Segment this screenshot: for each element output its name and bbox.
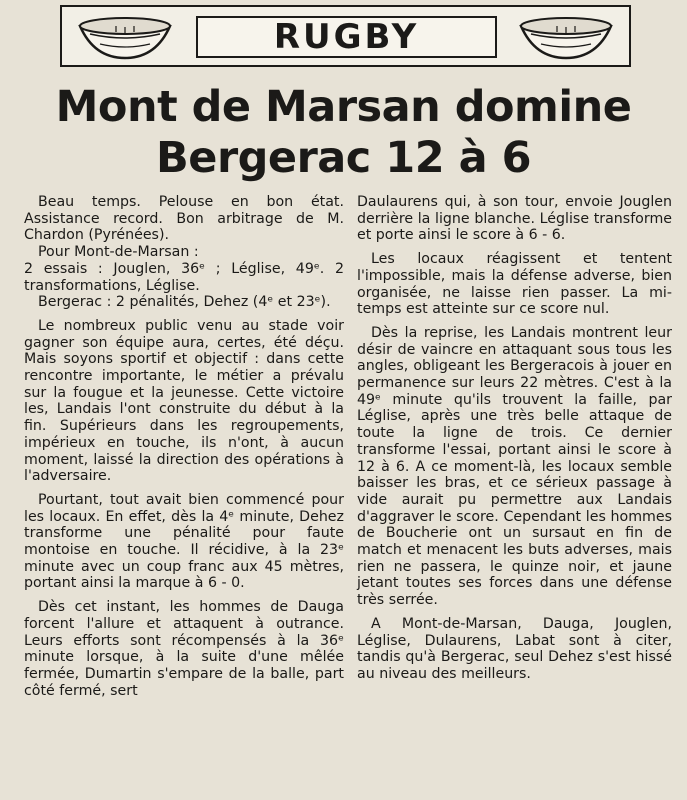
article-paragraph: A Mont-de-Marsan, Dauga, Jouglen, Léglise, Dulaurens, Labat sont à citer, tandis qu'à Bergerac, seul Dehez s'est hissé au niveau des meilleurs.: [357, 615, 672, 682]
section-label-box: [196, 16, 497, 58]
match-info-conditions: Beau temps. Pelouse en bon état. Assistance record. Bon arbitrage de M. Chardon (Pyrénées).: [24, 194, 344, 244]
section-label: RUGBY: [273, 17, 420, 57]
section-banner: [60, 5, 631, 67]
match-info-mont-de-marsan-scoring: 2 essais : Jouglen, 36ᵉ ; Léglise, 49ᵉ. 2 transformations, Léglise.: [24, 260, 344, 294]
rugby-ball-icon: [517, 12, 615, 60]
article-column-left: [24, 194, 344, 699]
article-paragraph: Dès cet instant, les hommes de Dauga forcent l'allure et attaquent à outrance. Leurs efforts sont récompensés à la 36ᵉ minute lorsque, à la suite d'une mêlée fermée, Dumartin s'empare de la balle, part côté fermé, sert: [24, 599, 344, 699]
article-paragraph: Le nombreux public venu au stade voir gagner son équipe aura, certes, été déçu. Mais soyons sportif et objectif : dans cette rencontre importante, le métier a prévalu sur la fougue et la jeunesse. Cette victoire les, Landais l'ont construite du début à la fin. Supérieurs dans les regroupements, impérieux en touche, ils n'ont, à aucun moment, laissé la direction des opérations à l'adversaire.: [24, 317, 344, 485]
match-info-mont-de-marsan-label: Pour Mont-de-Marsan :: [38, 244, 199, 261]
article-paragraph: Pourtant, tout avait bien commencé pour les locaux. En effet, dès la 4ᵉ minute, Dehez transforme une pénalité pour faute montoise en touche. Il récidive, à la 23ᵉ minute avec un coup franc aux 45 mètres, portant ainsi la marque à 6 - 0.: [24, 491, 344, 592]
article-paragraph: Les locaux réagissent et tentent l'impossible, mais la défense adverse, bien organisée, ne laisse rien passer. La mi-temps est atteinte sur ce score nul.: [357, 251, 672, 318]
article-paragraph: Daulaurens qui, à son tour, envoie Jouglen derrière la ligne blanche. Léglise transforme et porte ainsi le score à 6 - 6.: [357, 194, 672, 244]
article-paragraph: Dès la reprise, les Landais montrent leur désir de vaincre en attaquant sous tous les angles, obligeant les Bergeracois à jouer en permanence sur leurs 22 mètres. C'est à la 49ᵉ minute qu'ils trouvent la faille, par Léglise, après une très belle attaque de toute la ligne de trois. Ce dernier transforme l'essai, portant ainsi le score à 12 à 6. A ce moment-là, les locaux semble baisser les bras, et ce sérieux passage à vide aurait pu permettre aux Landais d'aggraver le score. Cependant les hommes de Boucherie ont un sursaut en fin de match et menacent les buts adverses, mais rien ne passera, le quinze noir, et jaune jetant toutes ses forces dans une défense très serrée.: [357, 324, 672, 609]
headline-line-1: Mont de Marsan domine: [55, 82, 632, 132]
headline-line-2: Bergerac 12 à 6: [156, 132, 531, 183]
rugby-ball-icon: [76, 12, 174, 60]
match-info-bergerac-scoring: Bergerac : 2 pénalités, Dehez (4ᵉ et 23ᵉ).: [38, 294, 331, 311]
headline: [0, 82, 687, 183]
article-column-right: [357, 194, 672, 683]
